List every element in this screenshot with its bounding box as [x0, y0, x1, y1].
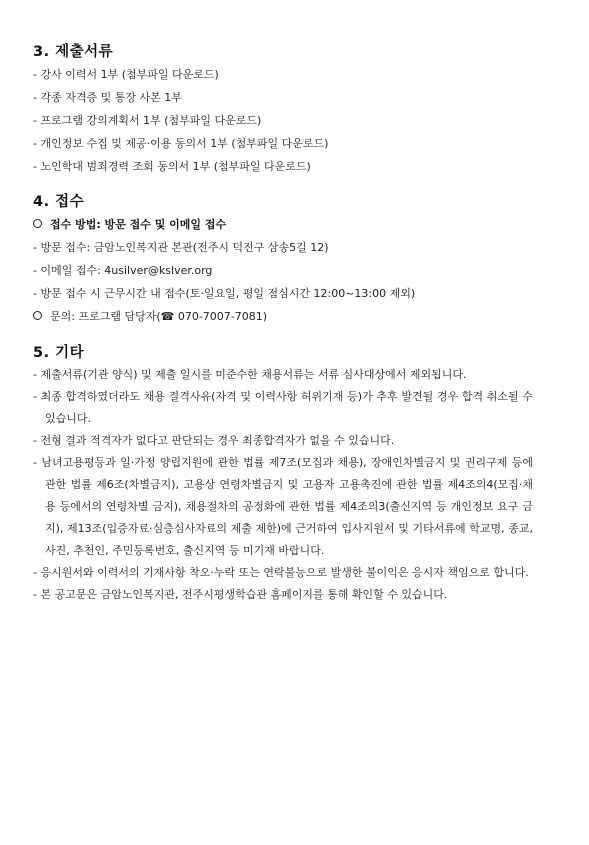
section-5-item-2: - 최종 합격하였더라도 채용 결격사유(자격 및 이력사항 허위기재 등)가 추후 발견될 경우 합격 취소될 수 있습니다.: [33, 390, 533, 425]
section-3-title: 3. 제출서류: [33, 44, 114, 60]
section-5-title: 5. 기타: [33, 345, 85, 361]
inquiry-phone: 070-7007-7081): [174, 310, 268, 323]
submission-method-text: 접수 방법: 방문 접수 및 이메일 접수: [50, 218, 227, 231]
section-5-item-4: - 남녀고용평등과 일·가정 양립지원에 관한 법률 제7조(모집과 채용), 장애인차별금지 및 권리구제 등에 관한 법률 제6조(차별금지), 고용상 연령차별금지 및 고용자 고용촉진에 관한 법률 제4조의4(모집·채용 등에서의 연령차별 금지), 채용절차의 공정화에 관한 법률 제4조의3(출신지역 등 개인정보 요구 금지), 제13조(입증자료·심층심사자료의 제출 제한)에 근거하여 입사지원서 및 기타서류에 학교명, 종교, 사진, 추천인, 주민등록번호, 출신지역 등 미기재 바랍니다.: [33, 456, 533, 557]
section-5-item-6: - 본 공고문은 금암노인복지관, 전주시평생학습관 홈페이지를 통해 확인할 수 있습니다.: [33, 588, 448, 601]
section-3-item-2: - 각종 자격증 및 통장 사본 1부: [33, 91, 182, 104]
section-4-title: 4. 접수: [33, 194, 85, 210]
section-4-item-3: - 방문 접수 시 근무시간 내 접수(토·일요일, 평일 점심시간 12:00~13:00 제외): [33, 287, 416, 300]
section-5-item-5: - 응시원서와 이력서의 기재사항 착오·누락 또는 연락불능으로 발생한 불이익은 응시자 책임으로 합니다.: [33, 566, 529, 579]
section-5-item-1: - 제출서류(기관 양식) 및 제출 일시를 미준수한 채용서류는 서류 심사대상에서 제외됩니다.: [33, 368, 467, 381]
section-3-item-3: - 프로그램 강의계획서 1부 (첨부파일 다운로드): [33, 114, 262, 127]
inquiry-line: [33, 310, 267, 324]
circle-bullet-icon: [33, 311, 42, 320]
circle-bullet-icon: [33, 219, 42, 228]
phone-icon: ☎: [160, 310, 175, 323]
section-3-item-5: - 노인학대 범죄경력 조회 동의서 1부 (첨부파일 다운로드): [33, 160, 311, 173]
inquiry-label: 문의: 프로그램 담당자(: [50, 310, 161, 323]
section-3-item-1: - 강사 이력서 1부 (첨부파일 다운로드): [33, 68, 219, 81]
submission-method: [33, 218, 226, 232]
section-4-item-1: - 방문 접수: 금암노인복지관 본관(전주시 덕진구 삼송5길 12): [33, 241, 329, 254]
section-3-item-4: - 개인정보 수집 및 제공·이용 동의서 1부 (첨부파일 다운로드): [33, 137, 329, 150]
section-5-list: [33, 364, 533, 606]
section-4-item-2: - 이메일 접수: 4usilver@kslver.org: [33, 264, 213, 277]
section-5-item-3: - 전형 결과 적격자가 없다고 판단되는 경우 최종합격자가 없을 수 있습니다.: [33, 434, 395, 447]
